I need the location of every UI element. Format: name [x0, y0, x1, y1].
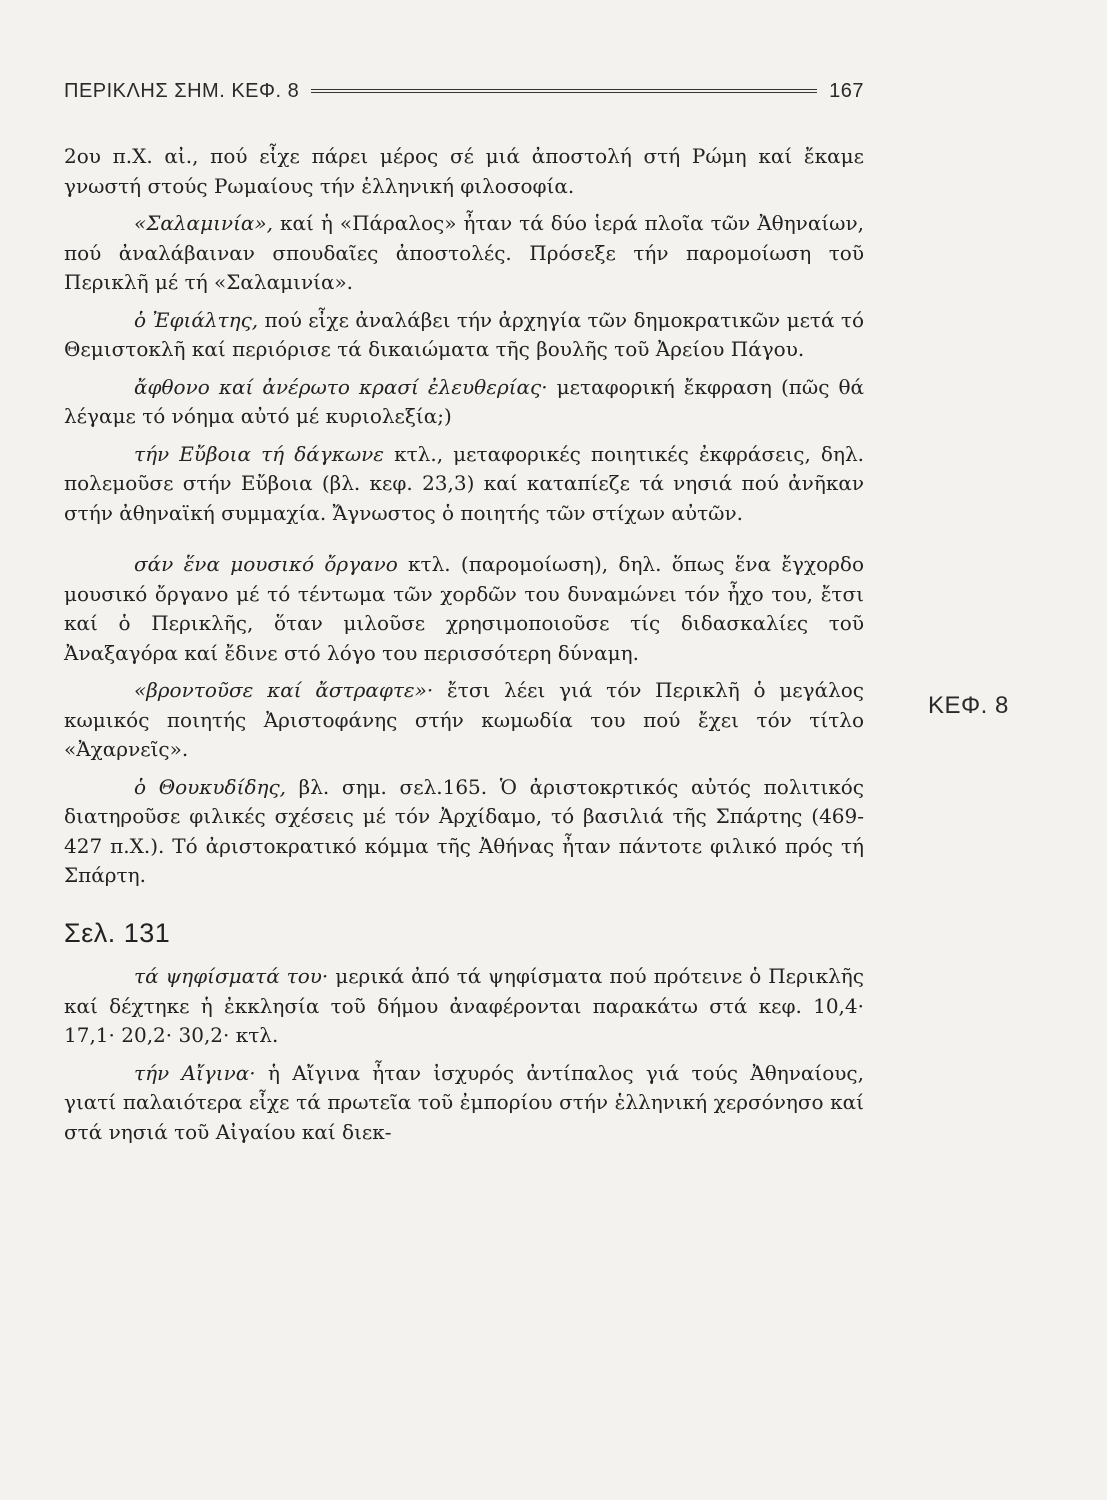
note-text: βλ. σημ. σελ.165. Ὁ ἀριστοκρτικός αὐτός πολιτικός διατηροῦσε φιλικές σχέσεις μέ τόν Ἀρχίδαμο, τό βασιλιά τῆς Σπάρτης (469-427 π.Χ.). Τό ἀριστοκρατικό κόμμα τῆς Ἀθήνας ἦταν πάντοτε φιλικό πρός τή Σπάρτη.	[64, 774, 864, 887]
note-term: τά ψηφίσματά του·	[134, 964, 329, 988]
note-text: 2ου π.Χ. αἰ., πού εἶχε πάρει μέρος σέ μιά ἀποστολή στή Ρώμη καί ἔκαμε γνωστή στούς Ρωμαίους τήν ἑλληνική φιλοσοφία.	[64, 144, 864, 198]
note-text: ἡ Αἴγινα ἦταν ἰσχυρός ἀντίπαλος γιά τούς Ἀθηναίους, γιατί παλαιότερα εἶχε τά πρωτεῖα τοῦ ἐμπορίου στήν ἑλληνική χερσόνησο καί στά νησιά τοῦ Αἰγαίου καί διεκ-	[64, 1060, 864, 1144]
note-term: ἄφθονο καί ἀνέρωτο κρασί ἐλευθερίας·	[134, 374, 548, 399]
margin-chapter-note: ΚΕΦ. 8	[928, 692, 1009, 719]
note-paragraph	[64, 1059, 864, 1148]
note-paragraph	[64, 306, 864, 365]
note-term: «Σαλαμινία»,	[134, 211, 274, 235]
note-term: ὁ Ἐφιάλτης,	[134, 307, 259, 332]
note-text: μεταφορική ἔκφραση (πῶς θά λέγαμε τό νόημα αὐτό μέ κυριολεξία;)	[64, 374, 864, 428]
note-term: σάν ἕνα μουσικό ὄργανο	[134, 552, 398, 576]
note-text: ἔτσι λέει γιά τόν Περικλῆ ὁ μεγάλος κωμικός ποιητής Ἀριστοφάνης στήν κωμωδία του πού ἔχει τόν τίτλο «Ἀχαρνεῖς».	[64, 678, 864, 761]
section-heading: Σελ. 131	[64, 917, 171, 948]
note-text: κτλ., μεταφορικές ποιητικές ἐκφράσεις, δηλ. πολεμοῦσε στήν Εὔβοια (βλ. κεφ. 23,3) καί καταπίεζε τά νησιά πού ἀνῆκαν στήν ἀθηναϊκή συμμαχία. Ἄγνωστος ὁ ποιητής τῶν στίχων αὐτῶν.	[64, 441, 864, 525]
note-paragraph	[64, 676, 864, 765]
body-text	[64, 142, 864, 1155]
note-text: πού εἶχε ἀναλάβει τήν ἀρχηγία τῶν δημοκρατικῶν μετά τό Θεμιστοκλῆ καί περιόρισε τά δικαιώματα τῆς βουλῆς τοῦ Ἀρείου Πάγου.	[64, 307, 865, 361]
note-text: καί ἡ «Πάραλος» ἦταν τά δύο ἱερά πλοῖα τῶν Ἀθηναίων, πού ἀναλάβαιναν σπουδαῖες ἀποστολές. Πρόσεξε τήν παρομοίωση τοῦ Περικλῆ μέ τή «Σαλαμινία».	[64, 211, 864, 294]
header-rule	[311, 89, 817, 93]
note-term: τήν Εὔβοια τή δάγκωνε	[134, 441, 385, 466]
note-paragraph	[64, 209, 864, 298]
note-paragraph	[64, 962, 864, 1051]
note-paragraph	[64, 142, 864, 201]
note-text: μερικά ἀπό τά ψηφίσματα πού πρότεινε ὁ Περικλῆς καί δέχτηκε ἡ ἐκκλησία τοῦ δήμου ἀναφέρονται παρακάτω στά κεφ. 10,4· 17,1· 20,2· 30,2· κτλ.	[64, 964, 864, 1047]
note-paragraph	[64, 550, 864, 668]
note-paragraph	[64, 773, 864, 891]
note-text: κτλ. (παρομοίωση), δηλ. ὅπως ἕνα ἔγχορδο μουσικό ὄργανο μέ τό τέντωμα τῶν χορδῶν του δυναμώνει τόν ἦχο του, ἔτσι καί ὁ Περικλῆς, ὅταν μιλοῦσε χρησιμοποιοῦσε τίς διδασκαλίες τοῦ Ἀναξαγόρα καί ἔδινε στό λόγο του περισσότερη δύναμη.	[64, 552, 865, 665]
page-number: 167	[829, 79, 864, 102]
note-term: τήν Αἴγινα·	[134, 1060, 256, 1085]
note-term: «βροντοῦσε καί ἄστραφτε»·	[134, 678, 434, 702]
running-header	[64, 76, 864, 106]
note-paragraph	[64, 440, 864, 529]
note-term: ὁ Θουκυδίδης,	[134, 774, 287, 799]
note-paragraph	[64, 373, 864, 432]
running-title: ΠΕΡΙΚΛΗΣ ΣΗΜ. ΚΕΦ. 8	[64, 79, 300, 102]
